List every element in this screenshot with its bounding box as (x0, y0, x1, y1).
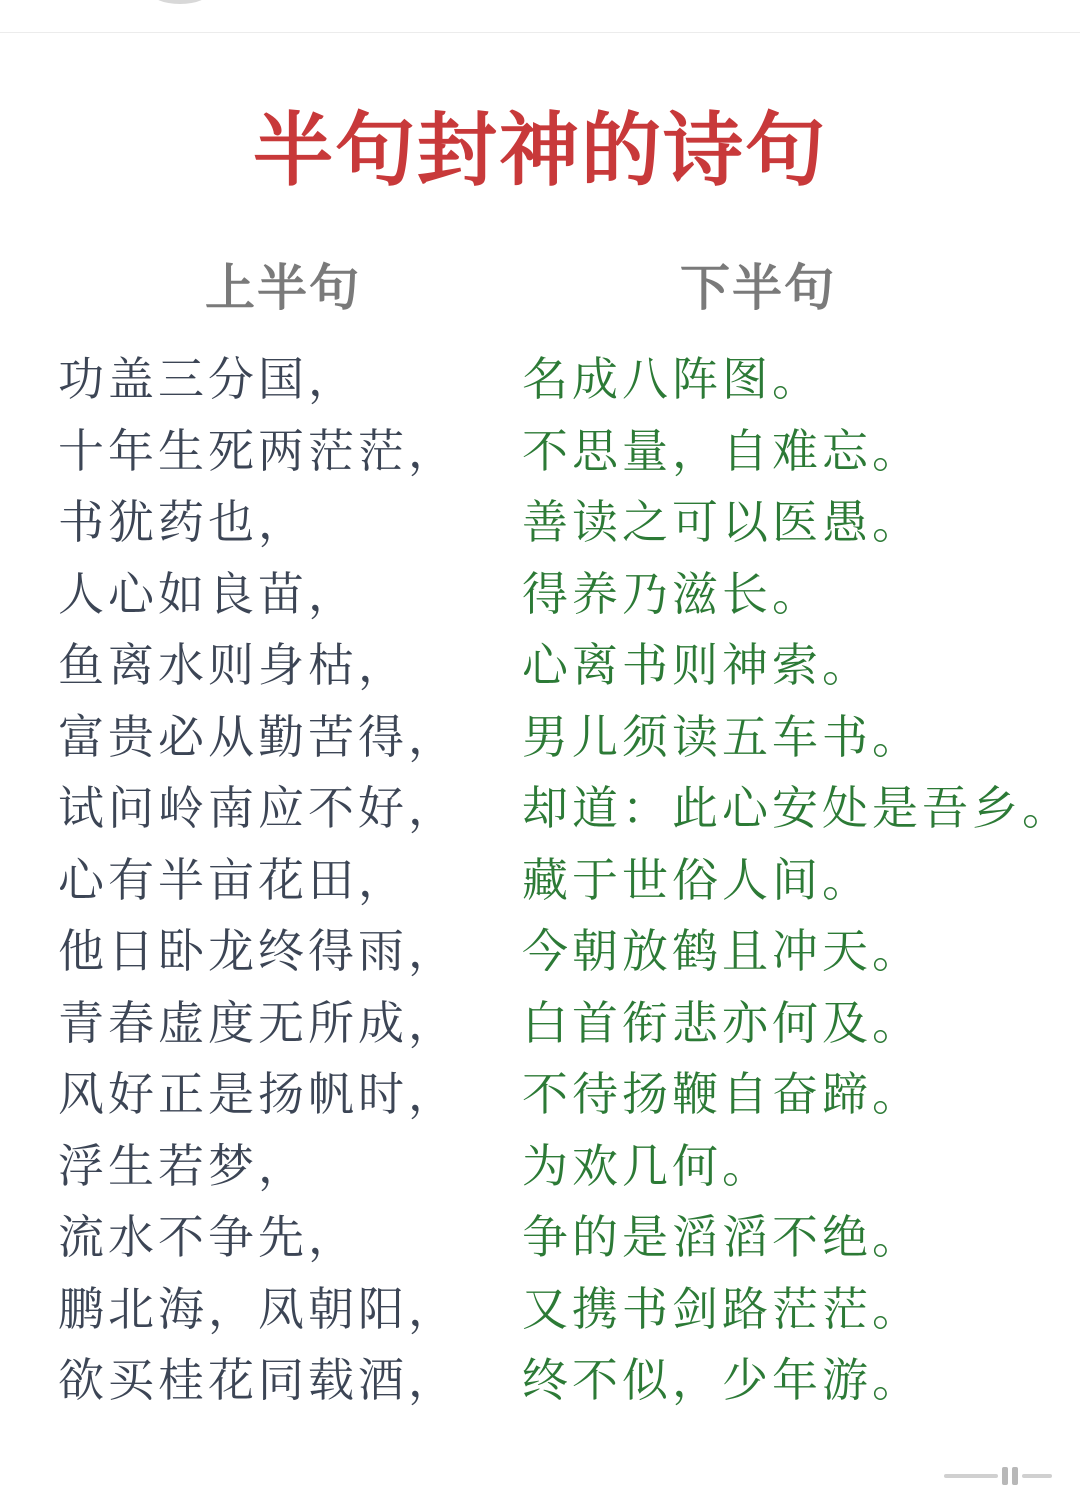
verse-second-half: 今朝放鹤且冲天。 (522, 924, 922, 978)
verse-first-half: 试问岭南应不好， (58, 781, 458, 835)
verse-second-half: 又携书剑路茫茫。 (522, 1281, 922, 1336)
verse-first-half: 他日卧龙终得雨， (58, 924, 458, 978)
verse-first-half: 流水不争先， (58, 1210, 358, 1264)
verse-first-half: 心有半亩花田， (58, 852, 408, 907)
verse-first-half: 青春虚度无所成， (58, 995, 458, 1050)
verse-first-half: 人心如良苗， (58, 566, 358, 621)
top-edge-decoration (150, 0, 210, 4)
verse-first-half: 欲买桂花同载酒， (58, 1353, 458, 1407)
verse-first-half: 十年生死两茫茫， (58, 423, 458, 478)
verse-second-half: 白首衔悲亦何及。 (522, 995, 922, 1050)
verse-first-half: 浮生若梦， (58, 1138, 308, 1193)
first-half-column (58, 344, 508, 1417)
page-title: 半句封神的诗句 (253, 103, 827, 197)
verse-second-half: 名成八阵图。 (522, 352, 822, 406)
verse-first-half: 富贵必从勤苦得， (58, 709, 458, 764)
verse-second-half: 却道：此心安处是吾乡。 (522, 781, 1072, 835)
verse-second-half: 不待扬鞭自奋蹄。 (522, 1067, 922, 1121)
verse-first-half: 功盖三分国， (58, 352, 358, 406)
watermark-icon (944, 1461, 1062, 1491)
verse-first-half: 风好正是扬帆时， (58, 1067, 458, 1121)
verse-second-half: 男儿须读五车书。 (522, 709, 922, 764)
verse-second-half: 为欢几何。 (522, 1138, 772, 1193)
verse-second-half: 善读之可以医愚。 (522, 495, 922, 549)
verse-second-half: 不思量，自难忘。 (522, 423, 922, 478)
verse-first-half: 书犹药也， (58, 495, 308, 549)
second-half-column (522, 344, 1072, 1417)
header-first-half: 上半句 (205, 258, 361, 317)
top-divider (0, 32, 1080, 33)
verse-first-half: 鹏北海，凤朝阳， (58, 1281, 458, 1336)
verse-second-half: 得养乃滋长。 (522, 566, 822, 621)
verse-second-half: 心离书则神索。 (522, 638, 872, 692)
verse-first-half: 鱼离水则身枯， (58, 638, 408, 692)
verse-second-half: 终不似，少年游。 (522, 1353, 922, 1407)
header-second-half: 下半句 (680, 258, 836, 317)
verse-second-half: 藏于世俗人间。 (522, 852, 872, 907)
verse-second-half: 争的是滔滔不绝。 (522, 1210, 922, 1264)
